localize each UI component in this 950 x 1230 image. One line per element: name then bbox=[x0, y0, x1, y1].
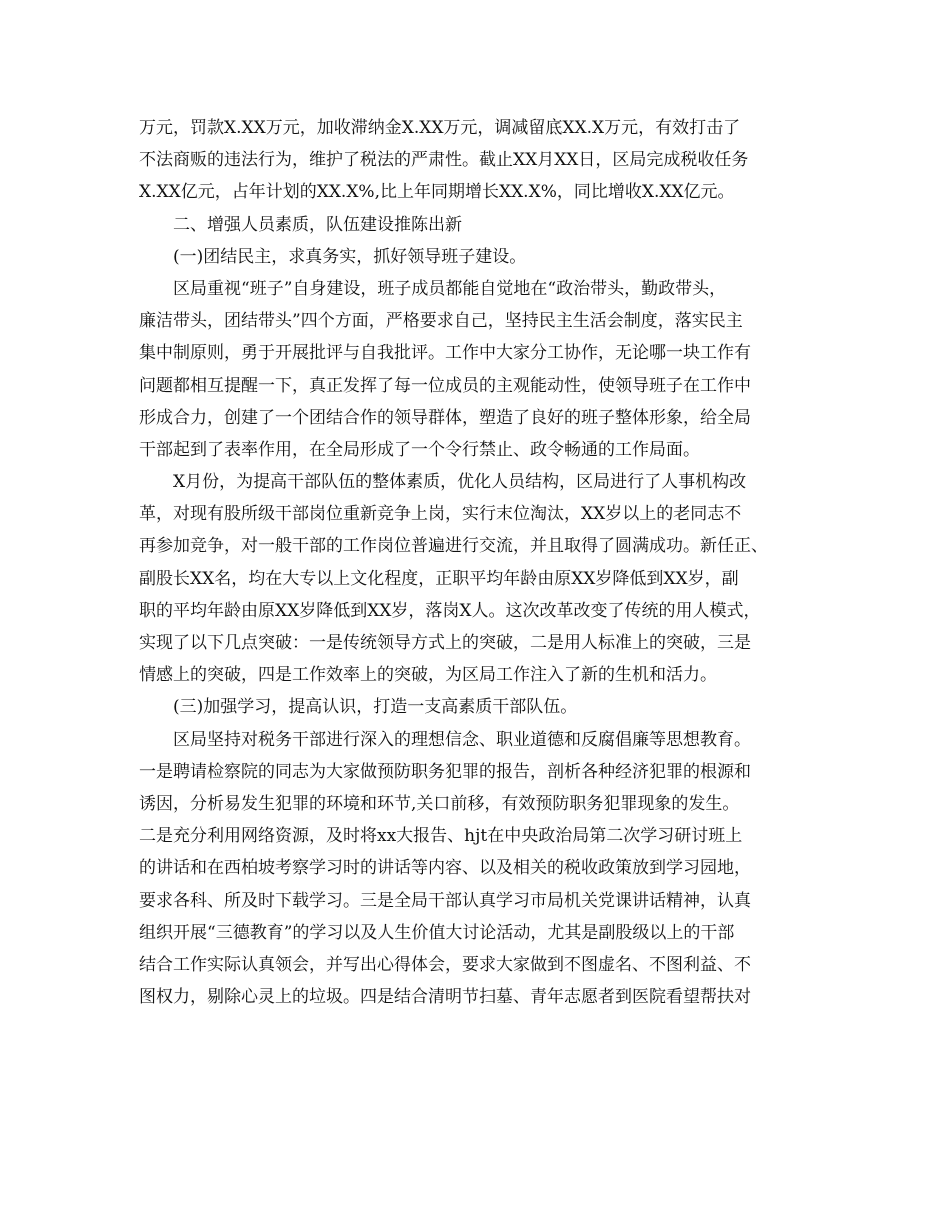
subsection-heading: (三)加强学习，提高认识，打造一支高素质干部队伍。 bbox=[173, 697, 578, 718]
text-line: 不法商贩的违法行为，维护了税法的严肃性。截止XX月XX日，区局完成税收任务 bbox=[139, 150, 749, 171]
text-line: 区局重视“班子”自身建设，班子成员都能自觉地在“政治带头，勤政带头， bbox=[173, 278, 727, 299]
text-line: 廉洁带头，团结带头”四个方面，严格要求自己，坚持民主生活会制度，落实民主 bbox=[139, 311, 743, 332]
text-line: X月份，为提高干部队伍的整体素质，优化人员结构，区局进行了人事机构改 bbox=[173, 472, 747, 493]
text-line: 诱因，分析易发生犯罪的环境和环节,关口前移，有效预防职务犯罪现象的发生。 bbox=[139, 793, 740, 814]
subsection-heading: (一)团结民主，求真务实，抓好领导班子建设。 bbox=[173, 246, 527, 267]
text-line: 集中制原则，勇于开展批评与自我批评。工作中大家分工协作，无论哪一块工作有 bbox=[139, 343, 751, 364]
section-heading: 二、增强人员素质，队伍建设推陈出新 bbox=[173, 214, 462, 235]
text-line: 的讲话和在西柏坡考察学习时的讲话等内容、以及相关的税收政策放到学习园地， bbox=[139, 858, 751, 879]
text-line: 一是聘请检察院的同志为大家做预防职务犯罪的报告，剖析各种经济犯罪的根源和 bbox=[139, 761, 751, 782]
text-line: 实现了以下几点突破：一是传统领导方式上的突破，二是用人标准上的突破，三是 bbox=[139, 633, 751, 653]
text-line: 干部起到了表率作用，在全局形成了一个令行禁止、政令畅通的工作局面。 bbox=[139, 439, 700, 460]
text-line: 结合工作实际认真领会，并写出心得体会，要求大家做到不图虚名、不图利益、不 bbox=[139, 954, 751, 975]
text-line: 图权力，剔除心灵上的垃圾。四是结合清明节扫墓、青年志愿者到医院看望帮扶对 bbox=[139, 987, 751, 1008]
text-line: 要求各科、所及时下载学习。三是全局干部认真学习市局机关党课讲话精神，认真 bbox=[139, 890, 751, 911]
text-line: 问题都相互提醒一下，真正发挥了每一位成员的主观能动性，使领导班子在工作中 bbox=[139, 375, 751, 396]
text-line: 二是充分利用网络资源，及时将xx大报告、hjt在中央政治局第二次学习研讨班上 bbox=[139, 826, 743, 847]
document-body bbox=[139, 112, 829, 1013]
text-line: 组织开展“三德教育”的学习以及人生价值大讨论活动，尤其是副股级以上的干部 bbox=[139, 922, 735, 943]
text-line: 区局坚持对税务干部进行深入的理想信念、职业道德和反腐倡廉等思想教育。 bbox=[173, 729, 751, 750]
text-line: X.XX亿元，占年计划的XX.X%,比上年同期增长XX.X%，同比增收X.XX亿元。 bbox=[139, 182, 735, 203]
text-line: 形成合力，创建了一个团结合作的领导群体，塑造了良好的班子整体形象，给全局 bbox=[139, 407, 751, 428]
text-line: 情感上的突破，四是工作效率上的突破，为区局工作注入了新的生机和活力。 bbox=[139, 665, 717, 686]
text-line: 再参加竞争，对一般干部的工作岗位普遍进行交流，并且取得了圆满成功。新任正、 bbox=[139, 536, 768, 557]
text-line: 革，对现有股所级干部岗位重新竞争上岗，实行末位淘汰，XX岁以上的老同志不 bbox=[139, 504, 742, 525]
text-line: 副股长XX名，均在大专以上文化程度，正职平均年龄由原XX岁降低到XX岁，副 bbox=[139, 568, 739, 589]
text-line: 万元，罚款X.XX万元，加收滞纳金X.XX万元，调减留底XX.X万元，有效打击了 bbox=[139, 118, 741, 138]
text-line: 职的平均年龄由原XX岁降低到XX岁，落岗X人。这次改革改变了传统的用人模式， bbox=[139, 600, 761, 621]
